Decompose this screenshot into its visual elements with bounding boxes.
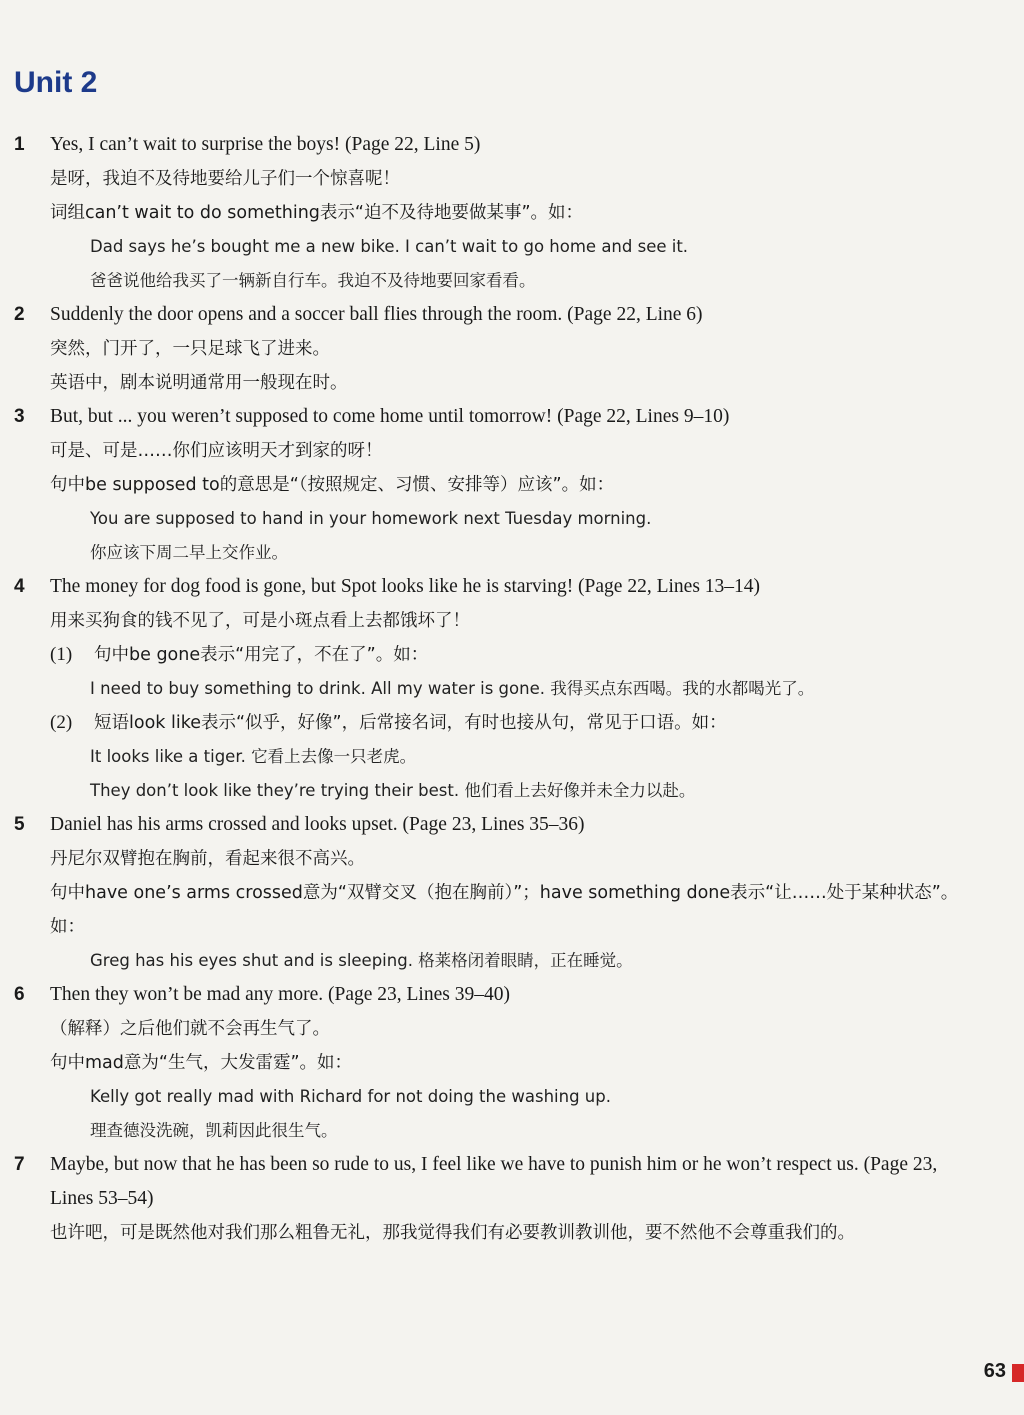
item-sentence: Yes, I can’t wait to surprise the boys! (Page 22, Line 5) <box>50 134 481 155</box>
example-en: You are supposed to hand in your homework next Tuesday morning. <box>90 509 652 528</box>
note-item-1 <box>0 128 1024 298</box>
item-number: 4 <box>14 576 25 597</box>
item-note: 句中be supposed to的意思是“（按照规定、习惯、安排等）应该”。如： <box>50 475 615 495</box>
example-en: They don’t look like they’re trying their best. 他们看上去好像并未全力以赴。 <box>90 781 696 800</box>
item-note: 词组can’t wait to do something表示“迫不及待地要做某事”。如： <box>50 203 584 223</box>
sub-note-text: 短语look like表示“似乎，好像”，后常接名词，有时也接从句，常见于口语。如： <box>94 713 727 733</box>
note-item-6 <box>0 978 1024 1148</box>
example-en: Greg has his eyes shut and is sleeping. 格莱格闭着眼睛，正在睡觉。 <box>90 951 633 970</box>
item-translation: 用来买狗食的钱不见了，可是小斑点看上去都饿坏了！ <box>50 611 470 631</box>
example-cn: 理查德没洗碗，凯莉因此很生气。 <box>90 1121 338 1140</box>
item-note: 句中mad意为“生气，大发雷霆”。如： <box>50 1053 353 1073</box>
sub-note-2 <box>50 706 974 740</box>
note-item-2 <box>0 298 1024 400</box>
notes-list <box>0 128 1024 1250</box>
item-translation: 突然，门开了，一只足球飞了进来。 <box>50 339 330 359</box>
item-translation: 丹尼尔双臂抱在胸前，看起来很不高兴。 <box>50 849 365 869</box>
note-item-4 <box>0 570 1024 808</box>
item-number: 7 <box>14 1154 25 1175</box>
example-en: I need to buy something to drink. All my water is gone. 我得买点东西喝。我的水都喝光了。 <box>90 679 815 698</box>
example-en: Dad says he’s bought me a new bike. I can’t wait to go home and see it. <box>90 237 689 256</box>
item-sentence: Maybe, but now that he has been so rude to us, I feel like we have to punish him or he won’t respect us. (Page 23, Lines 53–54) <box>50 1154 938 1209</box>
example-en: Kelly got really mad with Richard for not doing the washing up. <box>90 1087 611 1106</box>
item-translation: （解释）之后他们就不会再生气了。 <box>50 1019 330 1039</box>
sub-note-1 <box>50 638 974 672</box>
note-item-7 <box>0 1148 1024 1250</box>
sub-note-label: (2) <box>50 712 73 733</box>
note-item-3 <box>0 400 1024 570</box>
item-number: 2 <box>14 304 25 325</box>
example-cn: 你应该下周二早上交作业。 <box>90 543 288 562</box>
item-sentence: Suddenly the door opens and a soccer ball flies through the room. (Page 22, Line 6) <box>50 304 703 325</box>
item-number: 3 <box>14 406 25 427</box>
example-en: It looks like a tiger. 它看上去像一只老虎。 <box>90 747 417 766</box>
item-translation: 是呀，我迫不及待地要给儿子们一个惊喜呢！ <box>50 169 400 189</box>
item-translation: 也许吧，可是既然他对我们那么粗鲁无礼，那我觉得我们有必要教训教训他，要不然他不会尊重我们的。 <box>50 1223 855 1243</box>
item-number: 1 <box>14 134 25 155</box>
item-note: 英语中，剧本说明通常用一般现在时。 <box>50 373 348 393</box>
unit-title: Unit 2 <box>14 66 98 99</box>
item-sentence: The money for dog food is gone, but Spot looks like he is starving! (Page 22, Lines 13–14) <box>50 576 761 597</box>
sub-note-label: (1) <box>50 644 73 665</box>
example-cn: 爸爸说他给我买了一辆新自行车。我迫不及待地要回家看看。 <box>90 271 536 290</box>
item-sentence: But, but ... you weren’t supposed to come home until tomorrow! (Page 22, Lines 9–10) <box>50 406 730 427</box>
page-mark-tab <box>1012 1364 1024 1382</box>
page-number: 63 <box>983 1360 1006 1382</box>
note-item-5 <box>0 808 1024 978</box>
sub-note-text: 句中be gone表示“用完了，不在了”。如： <box>94 645 429 665</box>
item-sentence: Daniel has his arms crossed and looks upset. (Page 23, Lines 35–36) <box>50 814 585 835</box>
item-number: 5 <box>14 814 25 835</box>
item-translation: 可是、可是……你们应该明天才到家的呀！ <box>50 441 383 461</box>
item-note: 句中have one’s arms crossed意为“双臂交叉（抱在胸前）”；have something done表示“让……处于某种状态”。如： <box>50 883 959 937</box>
item-number: 6 <box>14 984 25 1005</box>
item-sentence: Then they won’t be mad any more. (Page 23, Lines 39–40) <box>50 984 510 1005</box>
